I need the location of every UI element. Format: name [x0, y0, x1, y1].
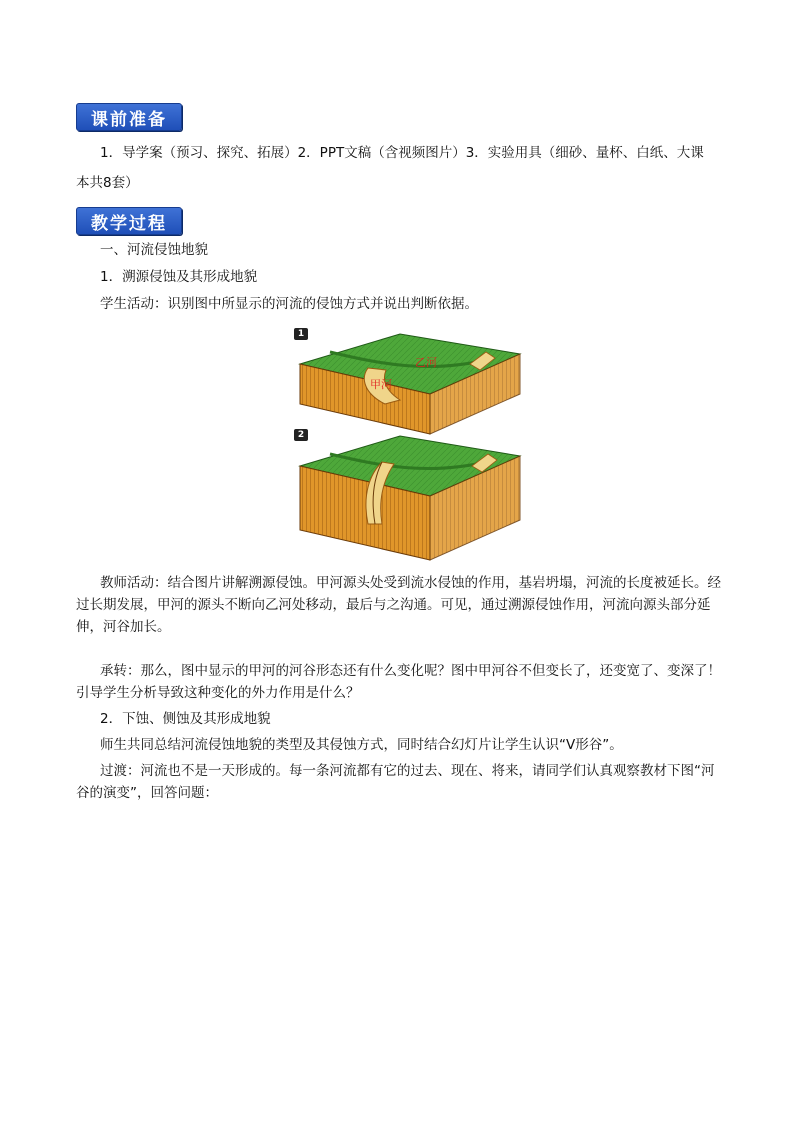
heading-headward-erosion: 1．溯源侵蚀及其形成地貌 — [100, 269, 258, 285]
block-diagram-2 — [300, 436, 520, 560]
headward-erosion-figure — [290, 324, 524, 568]
river-label-jia: 甲河 — [370, 378, 392, 391]
teacher-activity: 教师活动：结合图片讲解溯源侵蚀。甲河源头处受到流水侵蚀的作用，基岩坍塌，河流的长度被延长。经过长期发展，甲河的源头不断向乙河处移动，最后与之沟通。可见，通过溯源侵蚀作用，河流向源头部分延伸，河谷加长。 — [76, 575, 721, 635]
heading-down-lateral-erosion: 2．下蚀、侧蚀及其形成地貌 — [100, 711, 271, 727]
section-title-prep: 课前准备 — [76, 103, 182, 131]
block-diagram-1 — [300, 334, 520, 434]
figure-label-2: 2 — [294, 429, 308, 441]
prep-line-1: 1．导学案（预习、探究、拓展）2．PPT文稿（含视频图片）3．实验用具（细砂、量杯、白纸、大课 — [100, 145, 704, 161]
summary-v-valley: 师生共同总结河流侵蚀地貌的类型及其侵蚀方式，同时结合幻灯片让学生认识“V形谷”。 — [100, 737, 623, 753]
section-title-process: 教学过程 — [76, 207, 182, 235]
prep-line-2: 本共8套） — [76, 175, 139, 191]
river-label-yi: 乙河 — [415, 356, 437, 369]
student-activity: 学生活动：识别图中所显示的河流的侵蚀方式并说出判断依据。 — [100, 296, 478, 312]
heading-river-erosion: 一、河流侵蚀地貌 — [100, 242, 208, 258]
transition-1: 承转：那么，图中显示的甲河的河谷形态还有什么变化呢？图中甲河谷不但变长了，还变宽了、变深了！引导学生分析导致这种变化的外力作用是什么？ — [76, 663, 721, 701]
figure-label-1: 1 — [294, 328, 308, 340]
transition-2: 过渡：河流也不是一天形成的。每一条河流都有它的过去、现在、将来，请同学们认真观察教材下图“河谷的演变”，回答问题： — [76, 763, 715, 801]
block-diagrams — [290, 324, 524, 568]
